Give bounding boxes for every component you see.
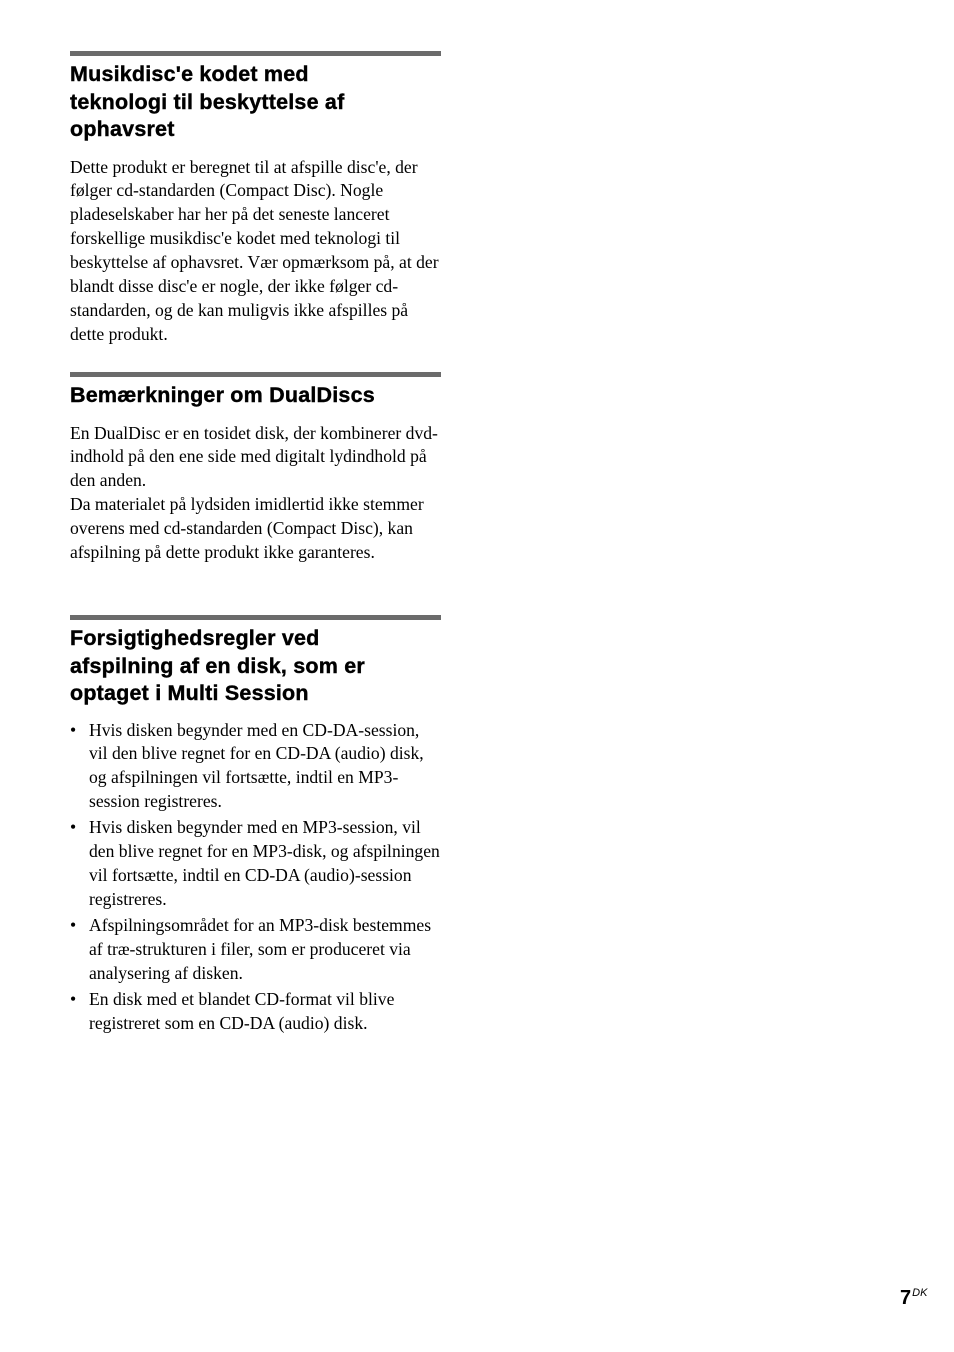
heading-line: Musikdisc'e kodet med	[70, 62, 309, 86]
list-item	[70, 719, 441, 815]
bullet-list	[70, 719, 441, 1036]
section-multi-session	[70, 615, 441, 1038]
list-item	[70, 816, 441, 912]
list-item-text: Hvis disken begynder med en MP3-session, vil den blive regnet for en MP3-disk, og afspilningen vil fortsætte, indtil en CD-DA (audio)-session registreres.	[89, 817, 440, 910]
bullet-icon: •	[70, 817, 77, 838]
section-copy-protection	[70, 51, 441, 347]
section-heading	[70, 620, 441, 708]
list-item	[70, 988, 441, 1036]
list-item-text: Afspilningsområdet for an MP3-disk bestemmes af træ-strukturen i filer, som er produceret via analysering af disken.	[89, 915, 432, 983]
list-item-text: En disk med et blandet CD-format vil blive registreret som en CD-DA (audio) disk.	[89, 989, 395, 1033]
bullet-icon: •	[70, 989, 77, 1010]
page-language-suffix: DK	[912, 1287, 928, 1299]
bullet-icon: •	[70, 915, 77, 936]
section-heading	[70, 56, 441, 144]
bullet-icon: •	[70, 719, 77, 740]
heading-line: afspilning af en disk, som er	[70, 653, 365, 678]
list-item-text: Hvis disken begynder med en CD-DA-session, vil den blive regnet for en CD-DA (audio) disk, og afspilningen vil fortsætte, indtil en MP3-session registreres.	[89, 719, 424, 812]
heading-line: Bemærkninger om DualDiscs	[70, 383, 375, 407]
page-number	[900, 1281, 927, 1310]
heading-line: ophavsret	[70, 117, 175, 141]
heading-line: teknologi til beskyttelse af	[70, 89, 345, 114]
section-paragraph: Da materialet på lydsiden imidlertid ikke stemmer overens med cd-standarden (Compact Disc), kan afspilning på dette produkt ikke garanteres.	[70, 494, 424, 563]
page-number-value: 7	[900, 1287, 912, 1309]
section-paragraph: En DualDisc er en tosidet disk, der kombinerer dvd-indhold på den ene side med digitalt lydindhold på den anden.	[70, 422, 438, 491]
section-heading	[70, 377, 441, 410]
list-item	[70, 914, 441, 986]
section-paragraph: Dette produkt er beregnet til at afspille disc'e, der følger cd-standarden (Compact Disc). Nogle pladeselskaber har her på det seneste lanceret forskellige musikdisc'e kodet med teknologi til beskyttelse af ophavsret. Vær opmærksom på, at der blandt disse disc'e er nogle, der ikke følger cd-standarden, og de kan muligvis ikke afspilles på dette produkt.	[70, 156, 439, 344]
heading-line: optaget i Multi Session	[70, 681, 309, 705]
section-dualdiscs	[70, 372, 441, 565]
heading-line: Forsigtighedsregler ved	[70, 626, 320, 650]
